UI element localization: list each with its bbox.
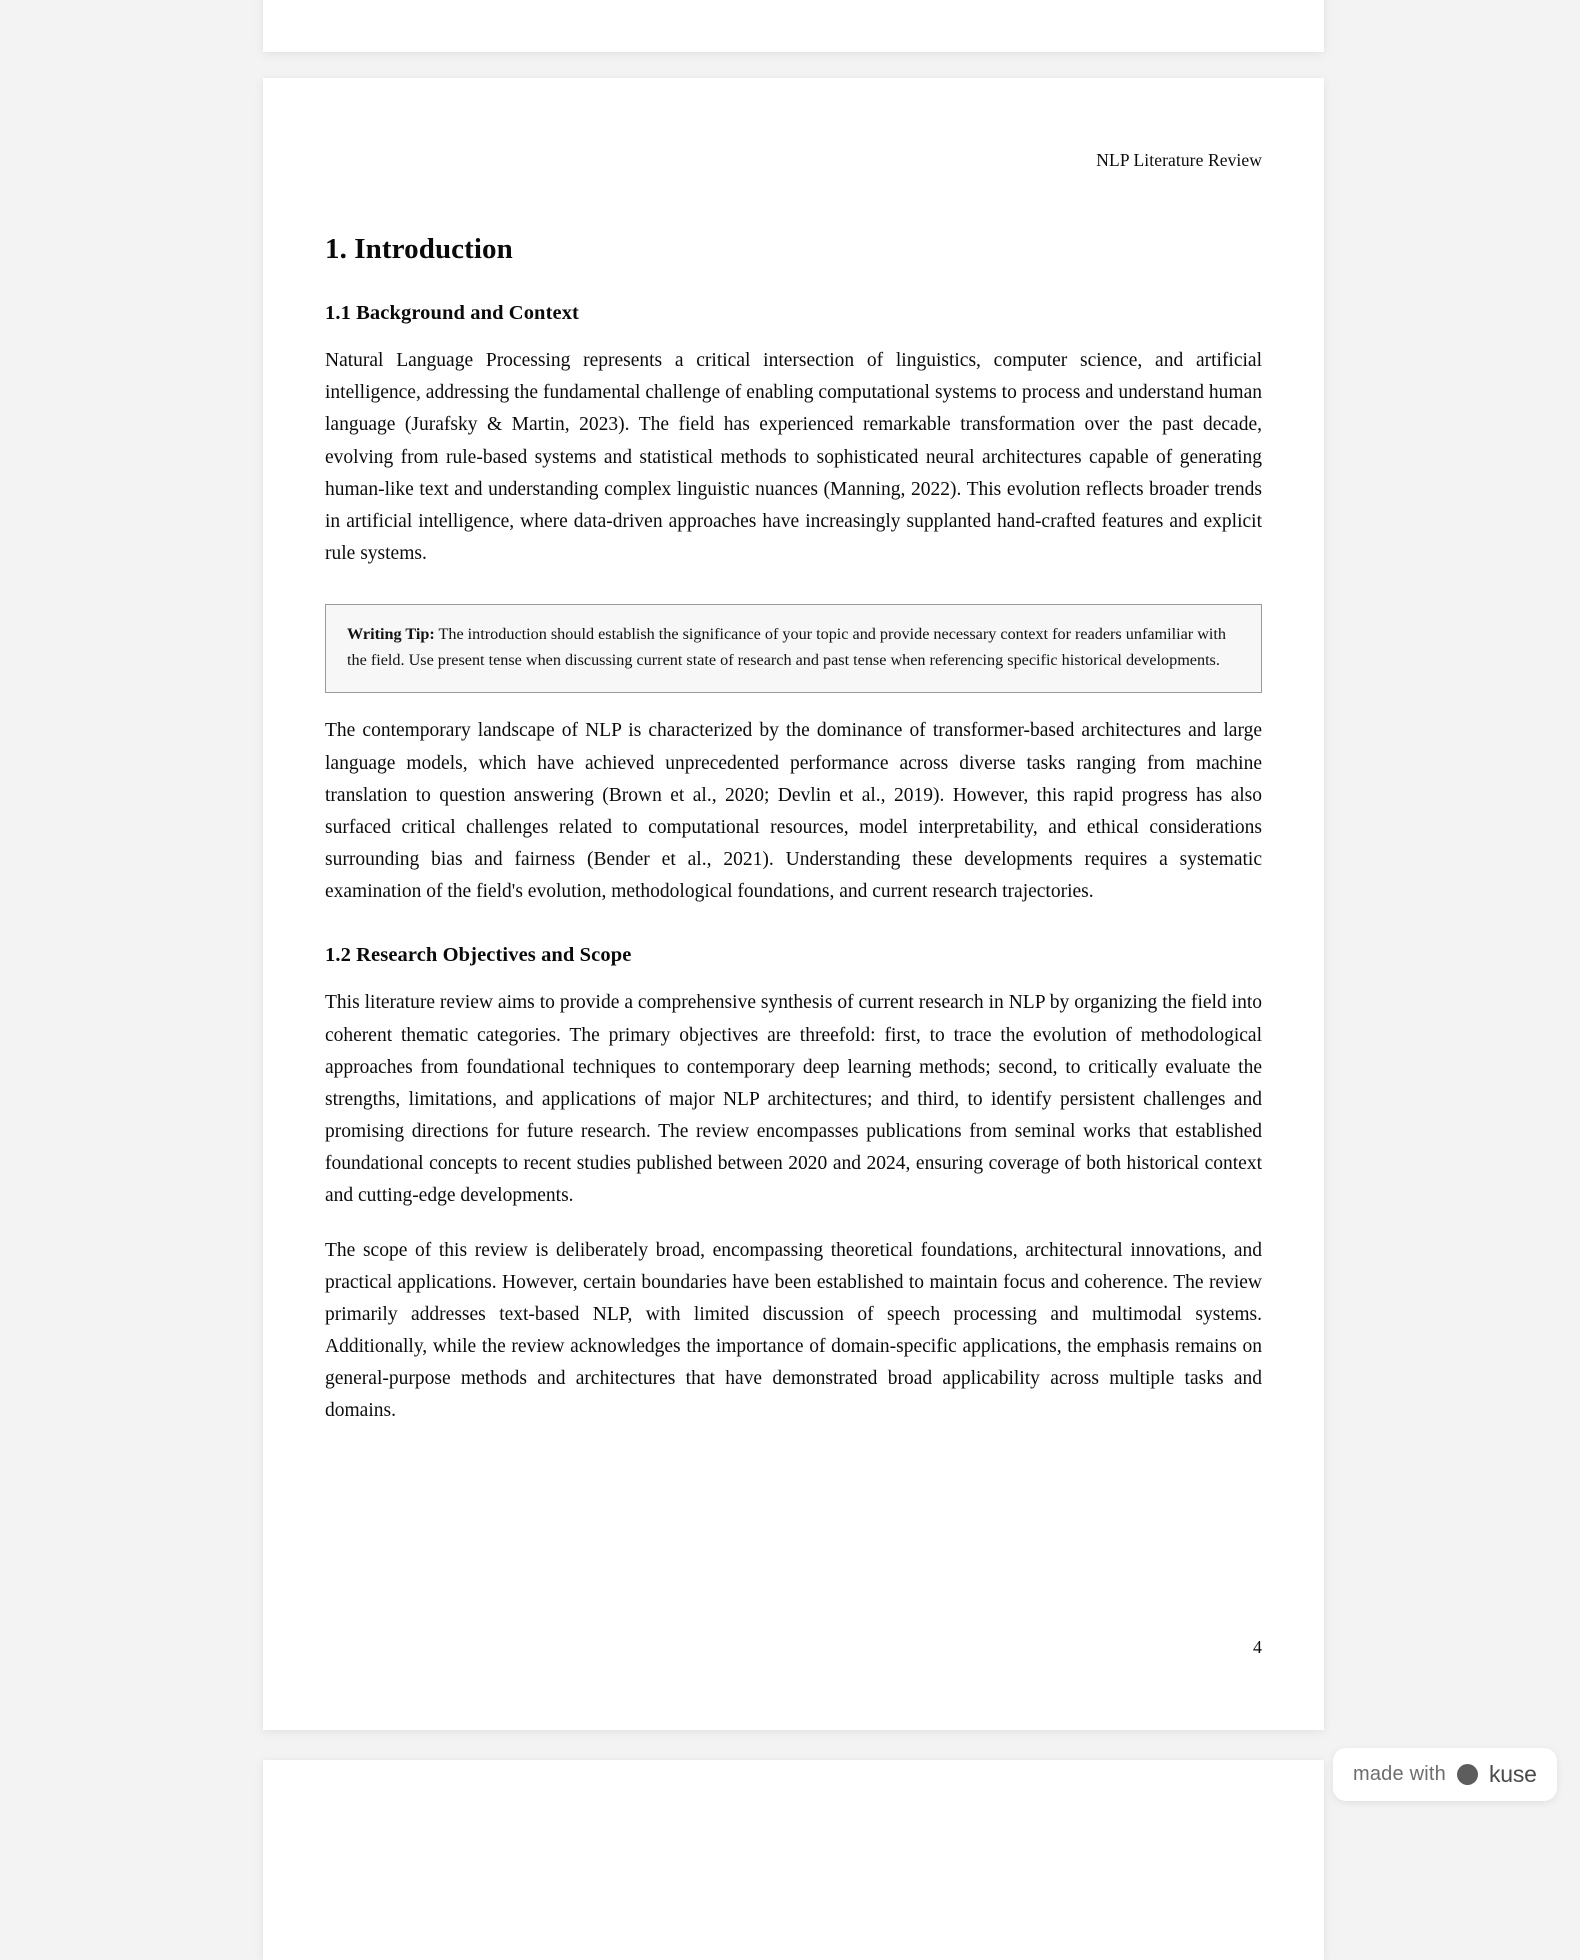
writing-tip-label: Writing Tip: (347, 625, 435, 644)
writing-tip-text (347, 622, 1240, 673)
document-page-previous (263, 0, 1324, 52)
subsection-heading-1-2: 1.2 Research Objectives and Scope (325, 944, 632, 967)
subsection-heading-1-1: 1.1 Background and Context (325, 302, 579, 324)
writing-tip-body: The introduction should establish the significance of your topic and provide necessary context for readers unfamiliar with the field. Use present tense when discussing current state of research and past tense when referencing specific historical developments. (347, 625, 1227, 669)
made-with-kuse-badge[interactable] (1333, 1748, 1557, 1801)
made-with-label: made with (1353, 1763, 1446, 1785)
kuse-brand-label: kuse (1488, 1761, 1537, 1787)
paragraph-background-context-2: The contemporary landscape of NLP is characterized by the dominance of transformer-based architectures and large language models, which have achieved unprecedented performance across diverse tasks ranging from machine translation to question answering (Brown et al., 2020; Devlin et al., 2019). However, this rapid progress has also surfaced critical challenges related to computational resources, model interpretability, and ethical considerations surrounding bias and fairness (Bender et al., 2021). Understanding these developments requires a systematic examination of the field's evolution, methodological foundations, and current research trajectories. (325, 720, 1262, 903)
paragraph-background-context-1: Natural Language Processing represents a critical intersection of linguistics, computer science, and artificial intelligence, addressing the fundamental challenge of enabling computational systems to process and understand human language (Jurafsky & Martin, 2023). The field has experienced remarkable transformation over the past decade, evolving from rule-based systems and statistical methods to sophisticated neural architectures capable of generating human-like text and understanding complex linguistic nuances (Manning, 2022). This evolution reflects broader trends in artificial intelligence, where data-driven approaches have increasingly supplanted hand-crafted features and explicit rule systems. (325, 350, 1262, 565)
document-page-next (263, 1760, 1324, 1960)
page-number: 4 (1253, 1637, 1262, 1657)
running-header: NLP Literature Review (1096, 150, 1262, 170)
kuse-logo-icon (1457, 1764, 1478, 1785)
section-heading: 1. Introduction (325, 233, 513, 265)
page-content (263, 78, 1324, 1730)
paragraph-objectives-scope-1: This literature review aims to provide a comprehensive synthesis of current research in NLP by organizing the field into coherent thematic categories. The primary objectives are threefold: first, to trace the evolution of methodological approaches from foundational techniques to contemporary deep learning methods; second, to critically evaluate the strengths, limitations, and applications of major NLP architectures; and third, to identify persistent challenges and promising directions for future research. The review encompasses publications from seminal works that established foundational concepts to recent studies published between 2020 and 2024, ensuring coverage of both historical context and cutting-edge developments. (325, 992, 1262, 1207)
document-page-current[interactable] (263, 78, 1324, 1730)
paragraph-objectives-scope-2: The scope of this review is deliberately broad, encompassing theoretical foundations, architectural innovations, and practical applications. However, certain boundaries have been established to maintain focus and coherence. The review primarily addresses text-based NLP, with limited discussion of speech processing and multimodal systems. Additionally, while the review acknowledges the importance of domain-specific applications, the emphasis remains on general-purpose methods and architectures that have demonstrated broad applicability across multiple tasks and domains. (325, 1239, 1262, 1422)
writing-tip-callout (325, 604, 1262, 693)
